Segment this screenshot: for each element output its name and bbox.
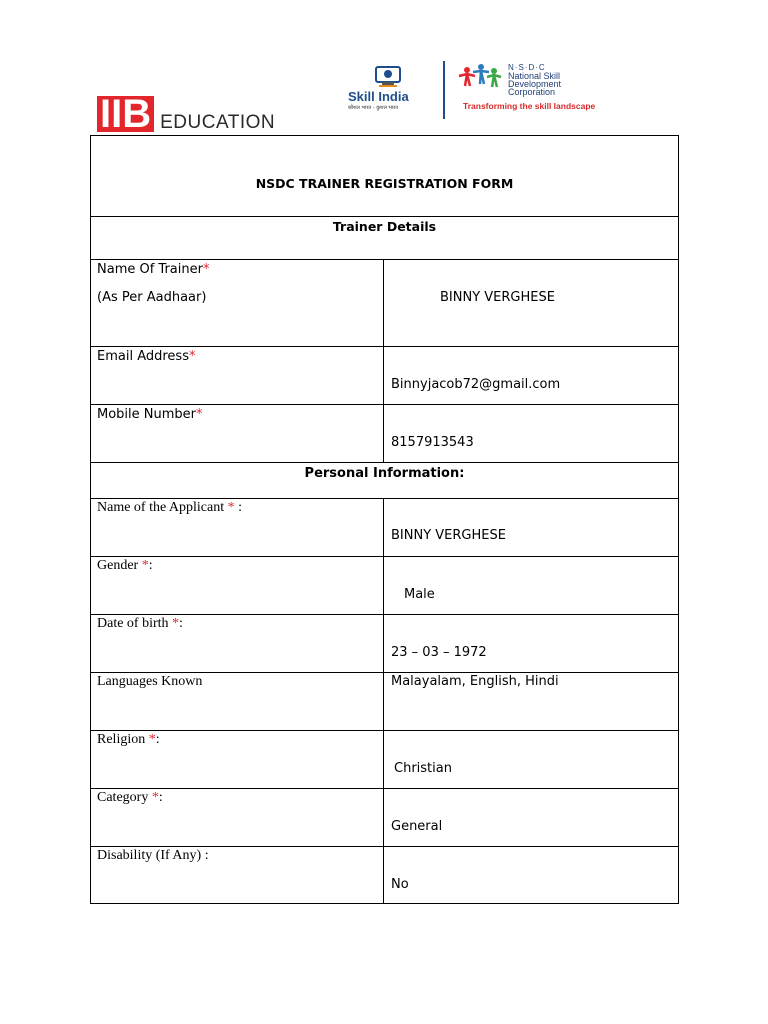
- personal-info-heading-row: [91, 462, 678, 498]
- gender-label: Gender *:: [97, 558, 153, 573]
- disability-value: No: [391, 877, 409, 892]
- required-marker: *: [202, 262, 210, 277]
- trainer-details-heading-row: [91, 216, 678, 259]
- form-title: NSDC TRAINER REGISTRATION FORM: [255, 176, 514, 191]
- languages-row: [91, 672, 678, 730]
- disability-row: [91, 846, 678, 903]
- iib-logo-mark: IIB: [97, 96, 154, 132]
- trainer-name-value: BINNY VERGHESE: [440, 290, 555, 305]
- required-marker: *: [141, 558, 149, 573]
- skill-india-name: Skill India: [348, 89, 409, 104]
- nsdc-figures-icon: [455, 62, 505, 100]
- skill-india-emblem-icon: [346, 64, 432, 90]
- required-marker: *: [188, 349, 196, 364]
- languages-value: Malayalam, English, Hindi: [391, 674, 559, 689]
- skill-india-tagline: कौशल भारत - कुशल भारत: [348, 105, 399, 111]
- trainer-details-heading: Trainer Details: [332, 219, 437, 234]
- languages-label: Languages Known: [97, 674, 203, 689]
- skill-india-logo: [346, 64, 432, 112]
- nsdc-full-name: National Skill Development Corporation: [508, 71, 562, 97]
- religion-value: Christian: [394, 761, 452, 776]
- applicant-name-row: [91, 498, 678, 556]
- mobile-value: 8157913543: [391, 435, 474, 450]
- iib-education-logo: [97, 92, 276, 136]
- dob-row: [91, 614, 678, 672]
- logo-divider: [443, 61, 445, 119]
- required-marker: *: [148, 732, 156, 747]
- disability-label: Disability (If Any) :: [97, 848, 209, 863]
- category-value: General: [391, 819, 443, 834]
- gender-row: [91, 556, 678, 614]
- applicant-name-value: BINNY VERGHESE: [391, 528, 506, 543]
- email-value: Binnyjacob72@gmail.com: [391, 377, 561, 392]
- gender-value: Male: [404, 587, 435, 602]
- required-marker: *: [227, 500, 235, 515]
- mobile-row: [91, 404, 678, 462]
- dob-value: 23 – 03 – 1972: [391, 645, 487, 660]
- email-label: Email Address*: [97, 349, 196, 364]
- religion-label: Religion *:: [97, 732, 160, 747]
- email-row: [91, 346, 678, 404]
- trainer-name-sublabel: (As Per Aadhaar): [97, 290, 207, 305]
- trainer-registration-form: [90, 135, 679, 904]
- nsdc-logo: [455, 62, 605, 114]
- religion-row: [91, 730, 678, 788]
- dob-label: Date of birth *:: [97, 616, 183, 631]
- required-marker: *: [196, 407, 203, 422]
- form-title-row: [91, 136, 678, 216]
- category-label: Category *:: [97, 790, 163, 805]
- personal-info-heading: Personal Information:: [304, 466, 465, 481]
- nsdc-tagline: Transforming the skill landscape: [463, 101, 596, 111]
- applicant-name-label: Name of the Applicant * :: [97, 500, 243, 515]
- required-marker: *: [172, 616, 180, 631]
- iib-logo-suffix: EDUCATION: [160, 112, 276, 133]
- required-marker: *: [151, 790, 159, 805]
- mobile-label: Mobile Number*: [97, 407, 203, 422]
- trainer-name-row: [91, 259, 678, 346]
- category-row: [91, 788, 678, 846]
- trainer-name-label: Name Of Trainer*: [97, 262, 210, 277]
- nsdc-letters: N·S·D·C: [508, 63, 546, 72]
